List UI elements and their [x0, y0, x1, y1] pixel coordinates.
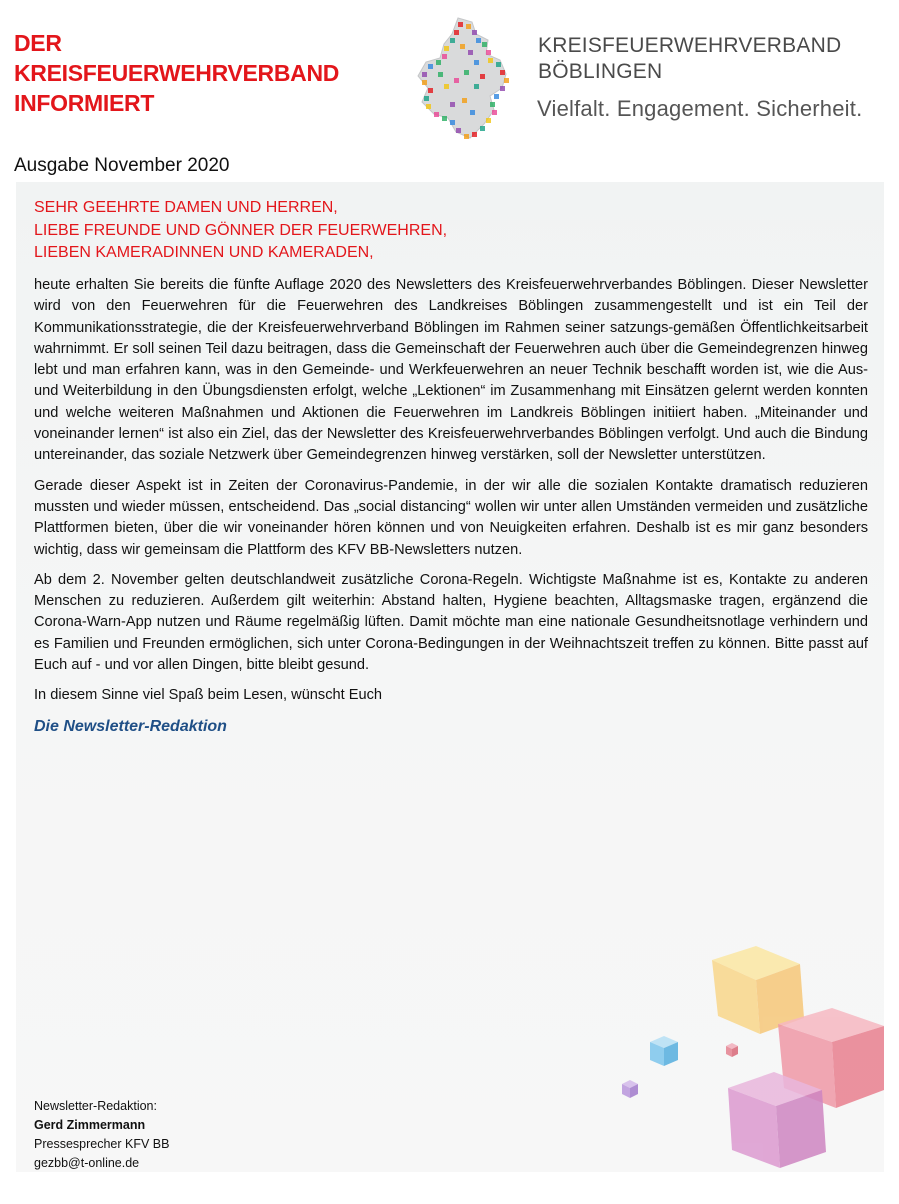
title-line-3: INFORMIERT [14, 90, 155, 116]
map-dot [428, 88, 433, 93]
map-dot [504, 78, 509, 83]
map-dot [464, 70, 469, 75]
map-dot [454, 30, 459, 35]
map-dot [492, 110, 497, 115]
map-dot [500, 86, 505, 91]
org-name-line-2: BÖBLINGEN [538, 60, 663, 83]
map-dot [426, 104, 431, 109]
letter-body [34, 275, 868, 737]
map-dot [486, 50, 491, 55]
map-dot [436, 60, 441, 65]
closing-line: In diesem Sinne viel Spaß beim Lesen, wünscht Euch [34, 687, 383, 704]
map-dot [490, 102, 495, 107]
greeting-line-2: LIEBE FREUNDE UND GÖNNER DER FEUERWEHREN, [34, 221, 448, 239]
footer-name: Gerd Zimmermann [34, 1118, 146, 1132]
map-dot [482, 42, 487, 47]
map-dot [456, 128, 461, 133]
map-dot [488, 58, 493, 63]
greeting-line-1: SEHR GEEHRTE DAMEN UND HERREN, [34, 199, 338, 216]
map-dot [442, 54, 447, 59]
map-dot [422, 72, 427, 77]
map-dot [444, 46, 449, 51]
decorative-cubes-icon [600, 930, 884, 1170]
map-dot [464, 134, 469, 139]
org-name [538, 33, 841, 85]
org-slogan: Vielfalt. Engagement. Sicherheit. [537, 96, 863, 121]
map-dot [476, 38, 481, 43]
map-dot [462, 98, 467, 103]
map-dot [460, 44, 465, 49]
footer-role: Pressesprecher KFV BB [34, 1137, 170, 1151]
map-dot [486, 118, 491, 123]
greeting [34, 197, 634, 265]
map-dot [424, 96, 429, 101]
map-dot [472, 132, 477, 137]
map-dot [450, 120, 455, 125]
map-dot [494, 94, 499, 99]
title-line-1: DER [14, 30, 62, 56]
district-map-logo-icon [414, 14, 530, 142]
map-dot [434, 112, 439, 117]
map-dot [454, 78, 459, 83]
map-dot [422, 80, 427, 85]
org-name-line-1: KREISFEUERWEHRVERBAND [538, 34, 842, 57]
map-dot [444, 84, 449, 89]
issue-date: Ausgabe November 2020 [14, 155, 230, 176]
footer-contact [34, 1097, 169, 1173]
map-dot [468, 50, 473, 55]
map-dot [474, 60, 479, 65]
map-dot [466, 24, 471, 29]
greeting-line-3: LIEBEN KAMERADINNEN UND KAMERADEN, [34, 244, 374, 261]
title-line-2: KREISFEUERWEHRVERBAND [14, 60, 340, 86]
map-dot [480, 126, 485, 131]
paragraph-3: Ab dem 2. November gelten deutschlandweit zusätzliche Corona-Regeln. Wichtigste Maßnahme ist es, Kontakte zu anderen Menschen zu reduzieren. Außerdem gilt weiterhin: Abstand halten, Hygiene beachten, Alltagsmaske tragen, ergänzend die Corona-Warn-App nutzen und Räume regelmäßig lüften. Damit möchte man eine nationale Gesundheitsnotlage verhindern und es Familien und Freunden ermöglichen, sich unter Corona-Bedingungen in der Weihnachtszeit treffen zu können. Bitte passt auf Euch auf - und vor allen Dingen, bitte bleibt gesund. [34, 571, 868, 674]
signature: Die Newsletter-Redaktion [34, 717, 227, 735]
paragraph-1: heute erhalten Sie bereits die fünfte Auflage 2020 des Newsletters des Kreisfeuerwehrverbandes Böblingen. Dieser Newsletter wird von den Feuerwehren für die Feuerwehren des Landkreises Böblingen zusammengestellt und ist ein Teil der Kommunikationsstrategie, die der Kreisfeuerwehrverband Böblingen im Rahmen seiner satzungs-gemäßen Öffentlichkeitsarbeit wahrnimmt. Er soll seinen Teil dazu beitragen, dass die Gemeinschaft der Feuerwehren auch über die Gemeindegrenzen hinweg lebt und man erfahren kann, was in den Gemeinde- und Werkfeuerwehren an neuer Technik beschafft worden ist, wie die Aus- und Weiterbildung in den Übungsdiensten erfolgt, welche „Lektionen“ im Zusammenhang mit Einsätzen gelernt werden konnten und welche weiteren Maßnahmen und Aktionen die Feuerwehren im Landkreis Böblingen initiiert haben. „Miteinander und voneinander lernen“ ist also ein Ziel, das der Newsletter des Kreisfeuerwehrverbandes Böblingen verfolgt. Und auch die Bindung untereinander, das soziale Netzwerk über Gemeindegrenzen hinweg verstärken, soll der Newsletter unterstützen. [34, 277, 868, 464]
map-dot [438, 72, 443, 77]
map-dot [442, 116, 447, 121]
map-dot [470, 110, 475, 115]
map-dot [496, 62, 501, 67]
map-dot [428, 64, 433, 69]
footer-label: Newsletter-Redaktion: [34, 1099, 157, 1113]
footer-email[interactable]: gezbb@t-online.de [34, 1156, 140, 1170]
newsletter-title [14, 28, 394, 118]
map-dot [474, 84, 479, 89]
map-dot [472, 30, 477, 35]
map-dot [458, 22, 463, 27]
map-dot [450, 38, 455, 43]
map-dot [480, 74, 485, 79]
map-dot [450, 102, 455, 107]
map-dot [500, 70, 505, 75]
paragraph-2: Gerade dieser Aspekt ist in Zeiten der Coronavirus-Pandemie, in der wir alle die sozialen Kontakte dramatisch reduzieren mussten und wieder müssen, entscheidend. Das „social distancing“ wollen wir unter allen Umständen vermeiden und zusätzliche Plattformen bieten, über die wir voneinander hören können und von Neuigkeiten erfahren. Deshalb ist es mir ganz besonders wichtig, dass wir gemeinsam die Plattform des KFV BB-Newsletters nutzen. [34, 477, 868, 558]
